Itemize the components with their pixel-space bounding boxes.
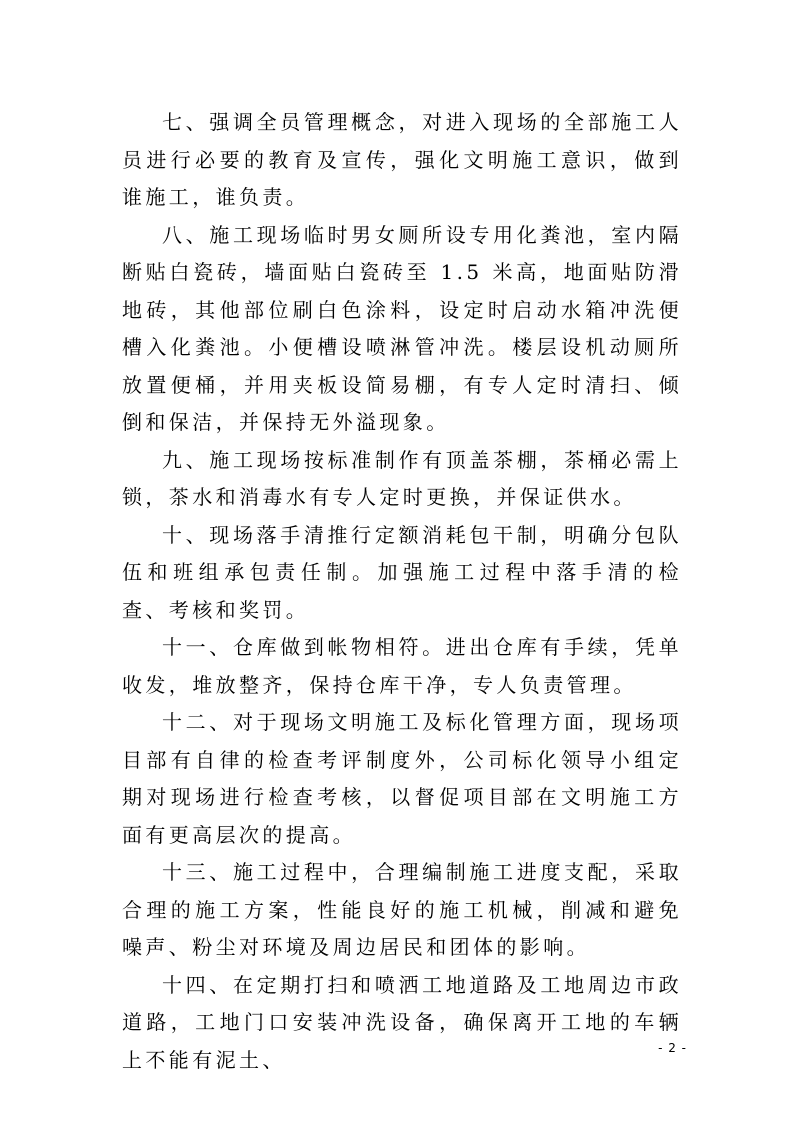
paragraph-9: 九、施工现场按标准制作有顶盖茶棚，茶桶必需上锁，茶水和消毒水有专人定时更换，并保证供水。: [122, 447, 682, 509]
paragraph-12: 十二、对于现场文明施工及标化管理方面，现场项目部有自律的检查考评制度外，公司标化领导小组定期对现场进行检查考核，以督促项目部在文明施工方面有更高层次的提高。: [122, 710, 682, 847]
page-number: - 2 -: [658, 1041, 687, 1055]
paragraph-13: 十三、施工过程中，合理编制施工进度支配，采取合理的施工方案，性能良好的施工机械，削减和避免噪声、粉尘对环境及周边居民和团体的影响。: [122, 860, 682, 959]
paragraph-10: 十、现场落手清推行定额消耗包干制，明确分包队伍和班组承包责任制。加强施工过程中落手清的检查、考核和奖罚。: [122, 522, 682, 622]
document-body: [122, 104, 682, 1079]
paragraph-11: 十一、仓库做到帐物相符。进出仓库有手续，凭单收发，堆放整齐，保持仓库干净，专人负责管理。: [122, 635, 682, 697]
paragraph-8: 八、施工现场临时男女厕所设专用化粪池，室内隔断贴白瓷砖，墙面贴白瓷砖至 1.5 米高，地面贴防滑地砖，其他部位刷白色涂料，设定时启动水箱冲洗便槽入化粪池。小便槽设喷淋管冲洗。楼层设机动厕所放置便桶，并用夹板设简易棚，有专人定时清扫、倾倒和保洁，并保持无外溢现象。: [122, 222, 682, 434]
paragraph-14: 十四、在定期打扫和喷洒工地道路及工地周边市政道路，工地门口安装冲洗设备，确保离开工地的车辆上不能有泥土、: [122, 972, 682, 1072]
paragraph-7: 七、强调全员管理概念，对进入现场的全部施工人员进行必要的教育及宣传，强化文明施工意识，做到谁施工，谁负责。: [122, 110, 682, 209]
